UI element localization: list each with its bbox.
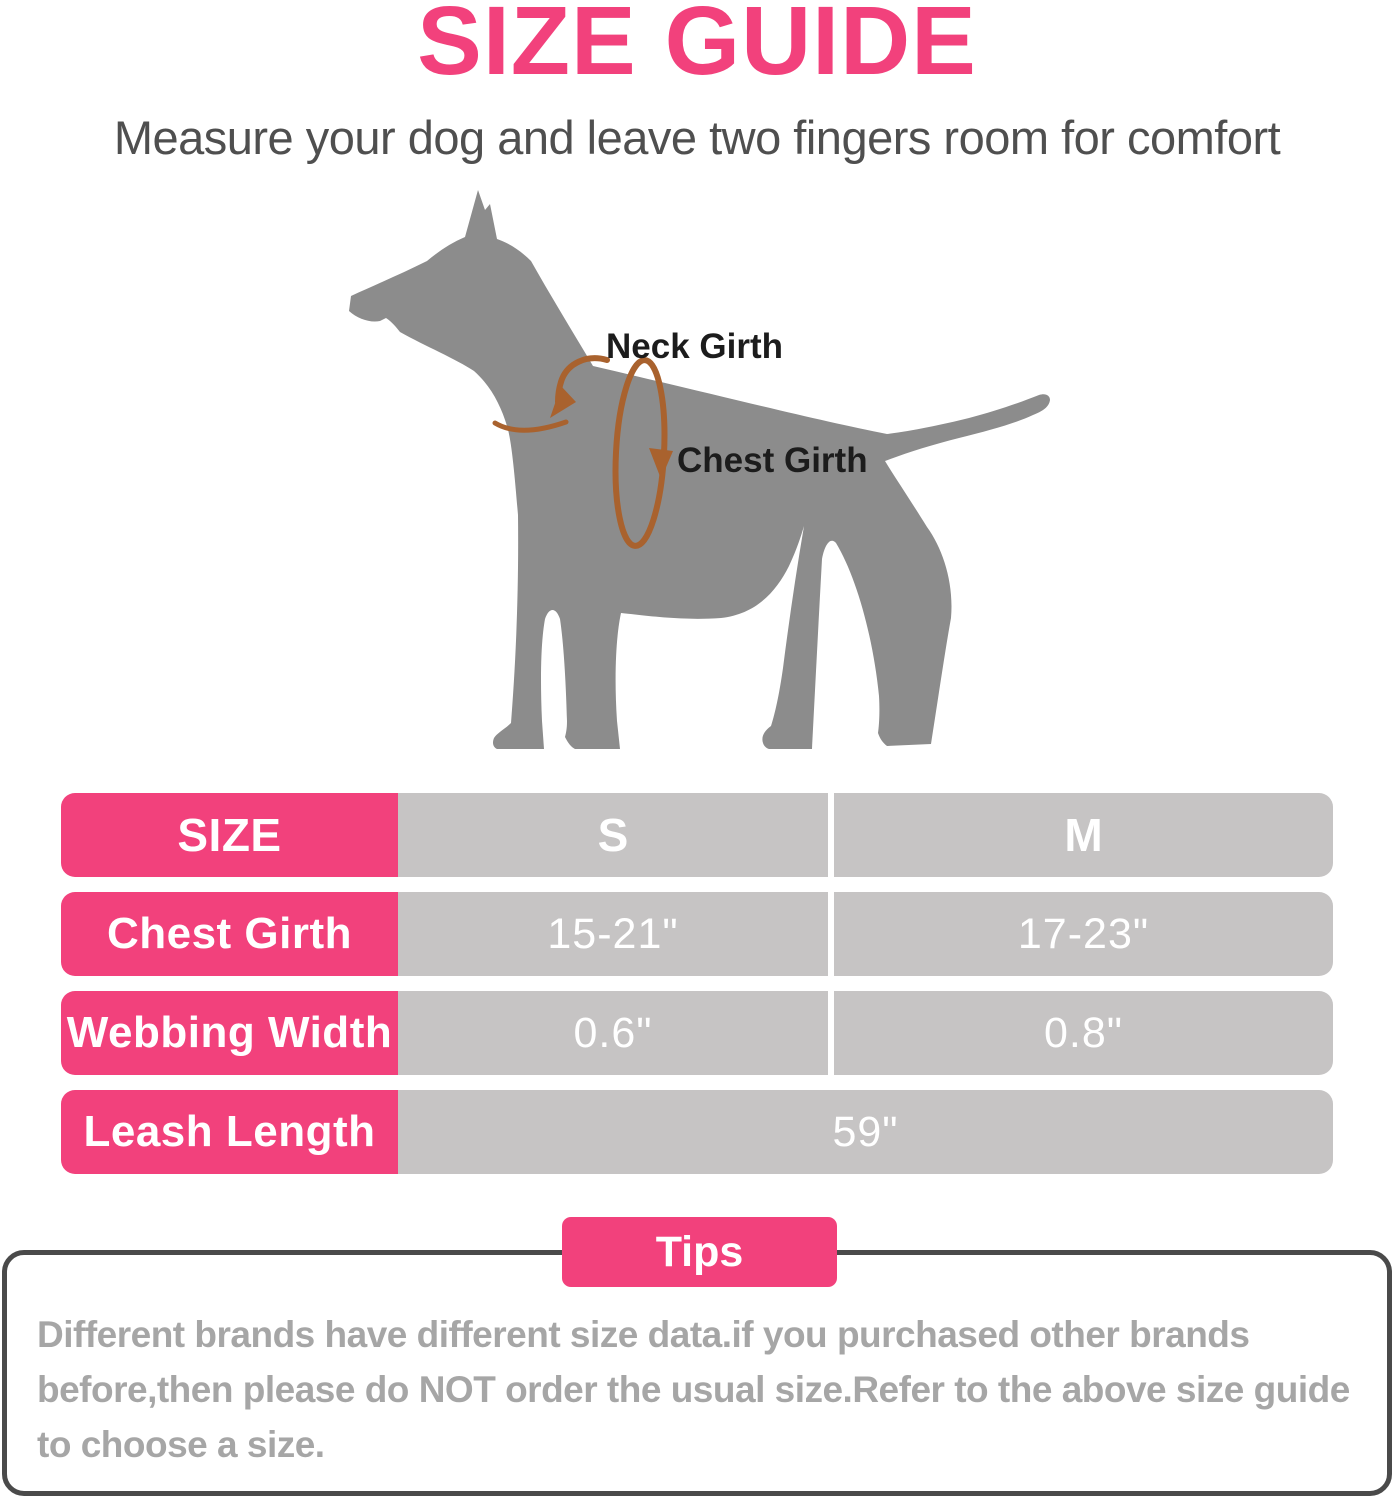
- row-label-chest-girth: Chest Girth: [61, 892, 398, 976]
- tips-body: Different brands have different size data.if you purchased other brands before,then please do NOT order the usual size.Refer to the above size guide to choose a size.: [37, 1314, 1350, 1465]
- table-header-col-s: S: [398, 793, 828, 877]
- table-header-row: [61, 793, 1333, 877]
- webbing-width-value-s: 0.6": [398, 991, 828, 1075]
- chest-girth-label: Chest Girth: [677, 441, 868, 480]
- table-header-col-m: M: [834, 793, 1333, 877]
- table-row-chest-girth: [61, 892, 1333, 976]
- size-table: [61, 793, 1333, 1189]
- table-row-webbing-width: [61, 991, 1333, 1075]
- chest-girth-value-m: 17-23": [834, 892, 1333, 976]
- row-label-leash-length: Leash Length: [61, 1090, 398, 1174]
- table-row-leash-length: [61, 1090, 1333, 1174]
- webbing-width-value-m: 0.8": [834, 991, 1333, 1075]
- leash-length-value: 59": [398, 1090, 1333, 1174]
- neck-girth-label: Neck Girth: [606, 327, 783, 366]
- dog-measurement-diagram: [330, 180, 1070, 770]
- row-label-webbing-width: Webbing Width: [61, 991, 398, 1075]
- chest-girth-value-s: 15-21": [398, 892, 828, 976]
- tips-heading: Tips: [562, 1217, 837, 1287]
- table-header-size: SIZE: [61, 793, 398, 877]
- page-title: SIZE GUIDE: [417, 0, 977, 95]
- subtitle: Measure your dog and leave two fingers room for comfort: [113, 111, 1281, 164]
